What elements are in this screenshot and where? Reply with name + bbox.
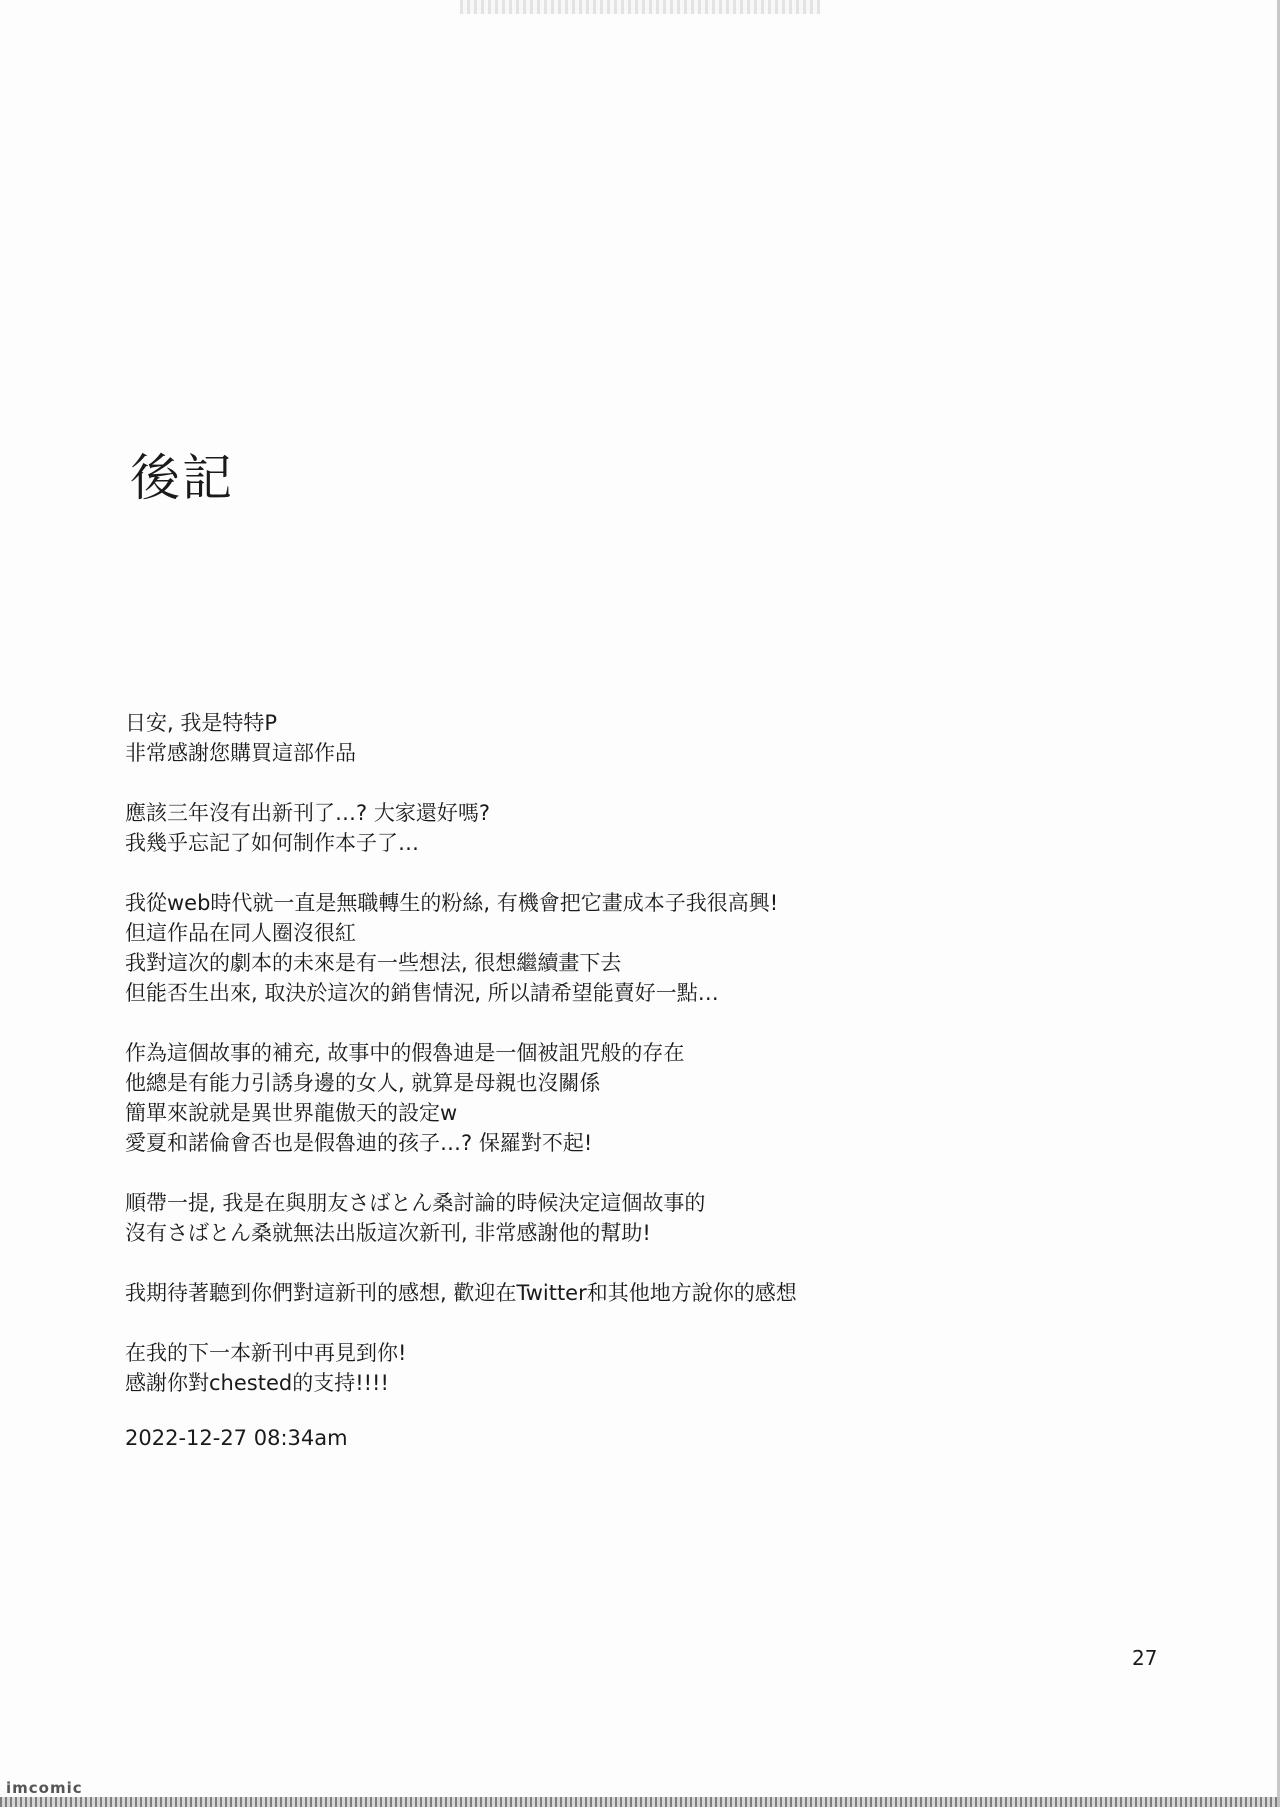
text-line: 非常感謝您購買這部作品 <box>125 741 356 765</box>
scan-artifact-bottom <box>0 1797 1280 1807</box>
date-stamp: 2022-12-27 08:34am <box>125 1426 348 1450</box>
text-line: 我期待著聽到你們對這新刊的感想, 歡迎在Twitter和其他地方說你的感想 <box>125 1281 797 1305</box>
text-line: 我幾乎忘記了如何制作本子了… <box>125 831 419 855</box>
text-line: 愛夏和諾倫會否也是假魯迪的孩子…? 保羅對不起! <box>125 1131 593 1155</box>
page-title: 後記 <box>130 449 234 507</box>
text-line: 我從web時代就一直是無職轉生的粉絲, 有機會把它畫成本子我很高興! <box>125 891 779 915</box>
text-line: 應該三年沒有出新刊了…? 大家還好嗎? <box>125 801 490 825</box>
text-line: 順帶一提, 我是在與朋友さばとん桑討論的時候決定這個故事的 <box>125 1191 706 1215</box>
paragraph-thanks-friend <box>125 1188 1145 1248</box>
paragraph-feedback <box>125 1278 1145 1308</box>
afterword-body <box>125 708 1145 1428</box>
text-line: 作為這個故事的補充, 故事中的假魯迪是一個被詛咒般的存在 <box>125 1041 685 1065</box>
text-line: 我對這次的劇本的未來是有一些想法, 很想繼續畫下去 <box>125 951 622 975</box>
paragraph-greeting <box>125 708 1145 768</box>
paragraph-story-note <box>125 1038 1145 1158</box>
page-number: 27 <box>1132 1646 1158 1670</box>
text-line: 沒有さばとん桑就無法出版這次新刊, 非常感謝他的幫助! <box>125 1221 651 1245</box>
text-line: 在我的下一本新刊中再見到你! <box>125 1341 407 1365</box>
paragraph-fandom <box>125 888 1145 1008</box>
watermark-logo: imcomic <box>6 1779 83 1797</box>
text-line: 他總是有能力引誘身邊的女人, 就算是母親也沒關係 <box>125 1071 601 1095</box>
paragraph-return <box>125 798 1145 858</box>
text-line: 日安, 我是特特P <box>125 711 278 735</box>
text-line: 感謝你對chested的支持!!!! <box>125 1371 389 1395</box>
text-line: 簡單來說就是異世界龍傲天的設定w <box>125 1101 458 1125</box>
text-line: 但能否生出來, 取決於這次的銷售情況, 所以請希望能賣好一點… <box>125 981 719 1005</box>
paragraph-closing <box>125 1338 1145 1398</box>
scan-artifact-top <box>460 0 820 14</box>
text-line: 但這作品在同人圈沒很紅 <box>125 921 356 945</box>
